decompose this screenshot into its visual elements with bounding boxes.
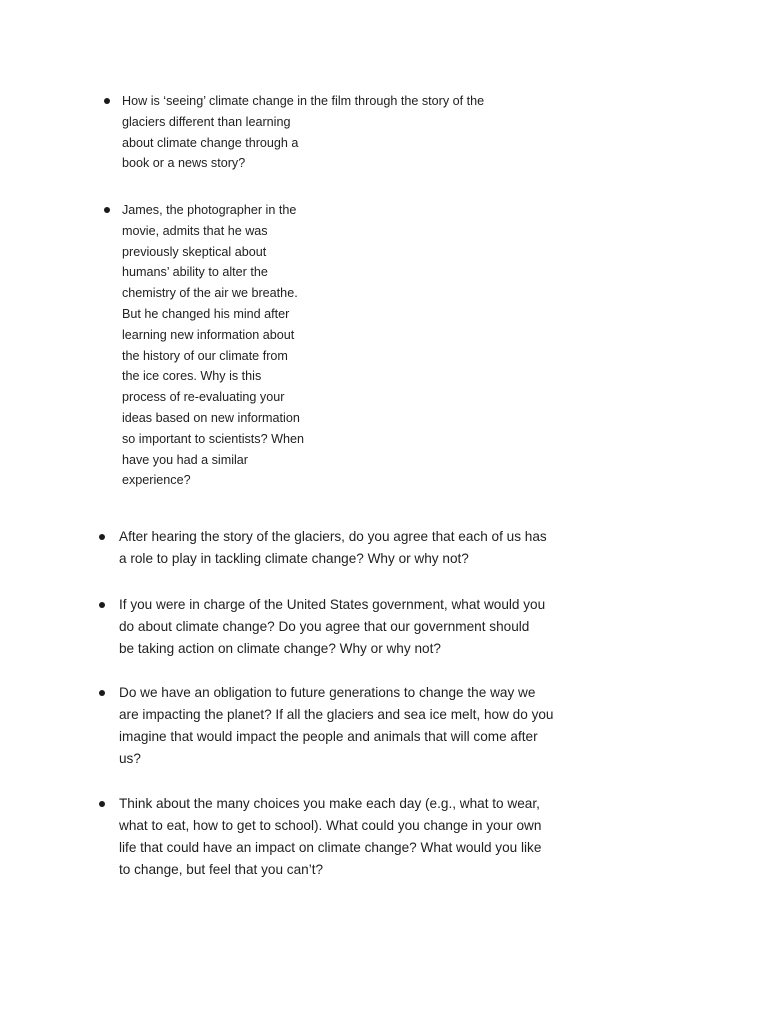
question-line: have you had a similar [122,452,249,467]
question-line: the ice cores. Why is this [122,369,262,384]
question-item [119,594,545,660]
question-line: How is ‘seeing’ climate change in the film through the story of the [122,94,485,108]
question-line: James, the photographer in the [122,203,297,217]
question-item [122,91,484,174]
question-line: humans’ ability to alter the [122,265,268,280]
question-line: so important to scientists? When [122,431,304,446]
question-item [119,793,541,881]
question-line: do about climate change? Do you agree that our government should [119,619,530,634]
question-text [119,682,554,770]
question-line: After hearing the story of the glaciers, do you agree that each of us has [119,529,547,544]
bullet-icon [99,690,105,696]
question-text [122,91,484,174]
question-line: imagine that would impact the people and animals that will come after [119,729,538,744]
question-line: previously skeptical about [122,244,267,259]
question-line: to change, but feel that you can’t? [119,862,324,877]
question-line: the history of our climate from [122,348,288,363]
question-line: ideas based on new information [122,410,300,425]
question-line: If you were in charge of the United States government, what would you [119,597,546,612]
question-line: Think about the many choices you make each day (e.g., what to wear, [119,796,540,811]
question-item [119,526,547,570]
question-line: movie, admits that he was [122,223,268,238]
question-line: learning new information about [122,327,295,342]
bullet-icon [99,801,105,807]
bullet-icon [99,534,105,540]
bullet-icon [99,602,105,608]
question-line: be taking action on climate change? Why or why not? [119,641,441,656]
question-line: are impacting the planet? If all the glaciers and sea ice melt, how do you [119,707,554,722]
question-line: experience? [122,473,191,488]
bullet-icon [104,98,110,104]
question-line: book or a news story? [122,156,246,171]
bullet-icon [104,207,110,213]
question-text [119,594,545,660]
question-line: process of re-evaluating your [122,390,285,405]
question-line: But he changed his mind after [122,306,290,321]
question-line: about climate change through a [122,135,299,150]
question-item [119,682,554,770]
question-line: Do we have an obligation to future generations to change the way we [119,685,536,700]
question-text [122,200,304,491]
question-line: glaciers different than learning [122,114,291,129]
question-line: what to eat, how to get to school). What could you change in your own [119,818,542,833]
question-text [119,793,541,881]
question-line: us? [119,751,141,766]
question-text [119,526,547,570]
question-line: a role to play in tackling climate change? Why or why not? [119,551,469,566]
question-line: life that could have an impact on climate change? What would you like [119,840,542,855]
question-item [122,200,304,491]
question-line: chemistry of the air we breathe. [122,286,298,301]
